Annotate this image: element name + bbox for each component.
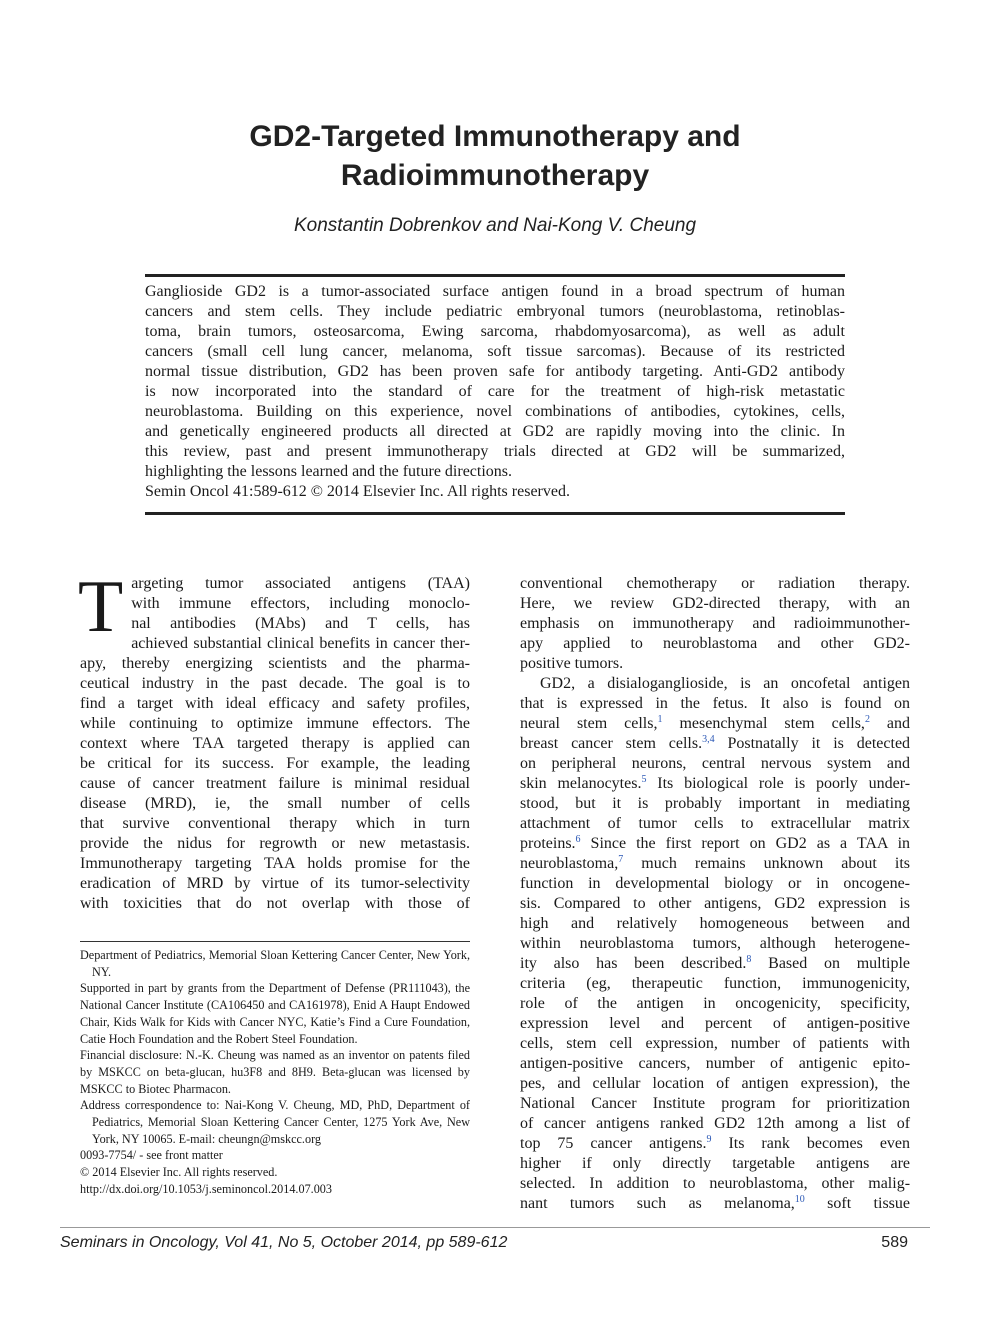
body-line: eradication of MRD by virtue of its tumor-selectivity bbox=[80, 875, 470, 892]
body-line: neural stem cells,$^1$ mesenchymal stem cells,$^2$ and bbox=[520, 714, 911, 732]
body-line: that is expressed in the fetus. It also is found on bbox=[520, 695, 911, 712]
abstract-line: Ganglioside GD2 is a tumor-associated surface antigen found in a broad spectrum of human bbox=[145, 283, 845, 300]
abstract-line: neuroblastoma. Building on this experience, novel combinations of antibodies, cytokines, cells, bbox=[145, 403, 845, 420]
reference-link[interactable]: 10 bbox=[794, 1194, 805, 1205]
body-line: with immune effectors, including monoclo- bbox=[131, 595, 470, 612]
article-title bbox=[0, 117, 990, 195]
body-line: nal antibodies (MAbs) and T cells, has bbox=[131, 615, 470, 632]
title-line-1: GD2-Targeted Immunotherapy and bbox=[249, 120, 741, 153]
body-line: while continuing to optimize immune effectors. The bbox=[80, 715, 470, 732]
footer-rule bbox=[60, 1227, 930, 1228]
body-line: with toxicities that do not overlap with those of bbox=[80, 895, 470, 912]
journal-citation: Seminars in Oncology, Vol 41, No 5, October 2014, pp 589-612 bbox=[60, 1234, 508, 1251]
abstract-top-rule bbox=[145, 274, 845, 277]
body-line: disease (MRD), ie, the small number of cells bbox=[80, 795, 470, 812]
doi-link[interactable]: http://dx.doi.org/10.1053/j.seminoncol.2014.07.003 bbox=[80, 1181, 332, 1196]
body-line: ity also has been described.$^8$ Based on multiple bbox=[520, 954, 911, 972]
body-line: high and relatively homogeneous between and bbox=[520, 915, 911, 932]
body-line: proteins.$^6$ Since the first report on GD2 as a TAA in bbox=[520, 834, 911, 852]
abstract-line: and genetically engineered products all directed at GD2 are rapidly moving into the clinic. In bbox=[145, 423, 845, 440]
body-line: skin melanocytes.$^5$ Its biological role is poorly under- bbox=[520, 774, 911, 792]
body-line: selected. In addition to neuroblastoma, other malig- bbox=[520, 1175, 911, 1192]
reference-link[interactable]: 5 bbox=[641, 774, 647, 785]
body-line: National Cancer Institute program for prioritization bbox=[520, 1095, 911, 1112]
abstract bbox=[145, 282, 845, 502]
body-line: antigen-positive cancers, number of antigenic epito- bbox=[520, 1055, 911, 1072]
reference-link[interactable]: 7 bbox=[618, 854, 624, 865]
body-line: cause of cancer treatment failure is minimal residual bbox=[80, 775, 470, 792]
abstract-line: cancers (small cell lung cancer, melanoma, soft tissue sarcomas). Because of its restricted bbox=[145, 343, 845, 360]
reference-link[interactable]: 1 bbox=[657, 714, 663, 725]
body-line: breast cancer stem cells.$^{3,4}$ Postnatally it is detected bbox=[520, 734, 911, 752]
drop-cap: T bbox=[78, 566, 124, 648]
body-line: context where TAA targeted therapy is applied can bbox=[80, 735, 470, 752]
body-line: positive tumors. bbox=[520, 655, 624, 672]
author-list: Konstantin Dobrenkov and Nai-Kong V. Cheung bbox=[293, 215, 697, 236]
footnote-copyright: © 2014 Elsevier Inc. All rights reserved. bbox=[80, 1165, 278, 1180]
body-line: be critical for its success. For example, the leading bbox=[80, 755, 470, 772]
reference-link[interactable]: 8 bbox=[746, 954, 752, 965]
body-line: neuroblastoma,$^7$ much remains unknown about its bbox=[520, 854, 911, 872]
body-line: role of the antigen in oncogenicity, specificity, bbox=[520, 995, 911, 1012]
body-line: achieved substantial clinical benefits in cancer ther- bbox=[131, 635, 470, 652]
footnote-correspondence: Address correspondence to: Nai-Kong V. Cheung, MD, PhD, Department of Pediatrics, Memorial Sloan Kettering Cancer Center, 1275 York Ave, New York, NY 10065. E-mail: cheungn@mskcc.org bbox=[80, 1098, 470, 1146]
footnote-affiliation: Department of Pediatrics, Memorial Sloan Kettering Cancer Center, New York, NY. bbox=[80, 948, 470, 979]
body-line: emphasis on immunotherapy and radioimmunother- bbox=[520, 615, 910, 632]
body-line: function in developmental biology or in oncogene- bbox=[520, 875, 911, 892]
paragraph-gd2 bbox=[520, 674, 910, 1214]
body-line: apy, thereby energizing scientists and the pharma- bbox=[80, 655, 470, 672]
reference-link[interactable]: 3,4 bbox=[702, 734, 715, 745]
body-line: that survive conventional therapy which in turn bbox=[80, 815, 470, 832]
abstract-line: is now incorporated into the standard of care for the treatment of high-risk metastatic bbox=[145, 383, 845, 400]
body-line: on peripheral neurons, central nervous system and bbox=[520, 755, 911, 772]
body-line: GD2, a disialoganglioside, is an oncofetal antigen bbox=[540, 675, 910, 692]
body-line: sis. Compared to other antigens, GD2 expression is bbox=[520, 895, 911, 912]
body-line: attachment of tumor cells to extracellular matrix bbox=[520, 815, 910, 832]
body-line: Immunotherapy targeting TAA holds promise for the bbox=[80, 855, 470, 872]
title-line-2: Radioimmunotherapy bbox=[340, 159, 650, 192]
body-line: higher if only directly targetable antigens are bbox=[520, 1155, 910, 1172]
body-line: within neuroblastoma tumors, although heterogene- bbox=[520, 935, 910, 952]
footnote-funding: Supported in part by grants from the Department of Defense (PR111043), the National Cancer Institute (CA106450 and CA161978), Enid A Haupt Endowed Chair, Kids Walk for Kids with Cancer NYC, Katie’s Find a Cure Foundation, Catie Hoch Foundation and the Robert Steel Foundation. bbox=[80, 981, 470, 1046]
body-line: conventional chemotherapy or radiation therapy. bbox=[520, 575, 910, 592]
footnotes bbox=[80, 947, 470, 1198]
abstract-line: toma, brain tumors, osteosarcoma, Ewing sarcoma, rhabdomyosarcoma), as well as adult bbox=[145, 323, 845, 340]
abstract-line: normal tissue distribution, GD2 has been proven safe for antibody targeting. Anti-GD2 antibody bbox=[145, 363, 845, 380]
body-line: criteria (eg, therapeutic function, immunogenicity, bbox=[520, 975, 910, 992]
right-column-body bbox=[520, 574, 910, 1214]
body-line: ceutical industry in the past decade. The goal is to bbox=[80, 675, 470, 692]
abstract-bottom-rule bbox=[145, 512, 845, 515]
abstract-line: cancers and stem cells. They include pediatric embryonal tumors (neuroblastoma, retinoblas- bbox=[145, 303, 845, 320]
body-line: of cancer antigens ranked GD2 12th among a list of bbox=[520, 1115, 911, 1132]
body-line: provide the nidus for regrowth or new metastasis. bbox=[80, 835, 470, 852]
body-line: Here, we review GD2-directed therapy, with an bbox=[520, 595, 910, 612]
body-line: argeting tumor associated antigens (TAA) bbox=[131, 575, 470, 592]
reference-link[interactable]: 6 bbox=[575, 834, 581, 845]
body-line: find a target with ideal efficacy and safety profiles, bbox=[80, 695, 470, 712]
footnote-disclosure: Financial disclosure: N.-K. Cheung was named as an inventor on patents filed by MSKCC on beta-glucan, hu3F8 and 8H9. Beta-glucan was licensed by MSKCC to Biotec Pharmacon. bbox=[80, 1048, 470, 1096]
body-line: top 75 cancer antigens.$^9$ Its rank becomes even bbox=[520, 1134, 911, 1152]
body-line: nant tumors such as melanoma,$^{10}$ soft tissue bbox=[520, 1194, 910, 1212]
page-number: 589 bbox=[881, 1234, 908, 1251]
body-line: apy applied to neuroblastoma and other GD2- bbox=[520, 635, 910, 652]
reference-link[interactable]: 9 bbox=[706, 1134, 712, 1145]
abstract-line: highlighting the lessons learned and the future directions. bbox=[145, 463, 513, 480]
abstract-citation: Semin Oncol 41:589-612 © 2014 Elsevier Inc. All rights reserved. bbox=[145, 483, 570, 500]
footnote-issn: 0093-7754/ - see front matter bbox=[80, 1148, 223, 1163]
body-line: stood, but it is probably important in mediating bbox=[520, 795, 911, 812]
reference-link[interactable]: 2 bbox=[864, 714, 870, 725]
left-column-body bbox=[78, 566, 470, 914]
body-line: cells, stem cell expression, number of patients with bbox=[520, 1035, 911, 1052]
abstract-line: this review, past and present immunotherapy trials directed at GD2 will be summarized, bbox=[145, 443, 845, 460]
body-line: expression level and percent of antigen-positive bbox=[520, 1015, 911, 1032]
body-line: pes, and cellular location of antigen expression), the bbox=[520, 1075, 911, 1092]
footnote-rule bbox=[80, 941, 470, 942]
